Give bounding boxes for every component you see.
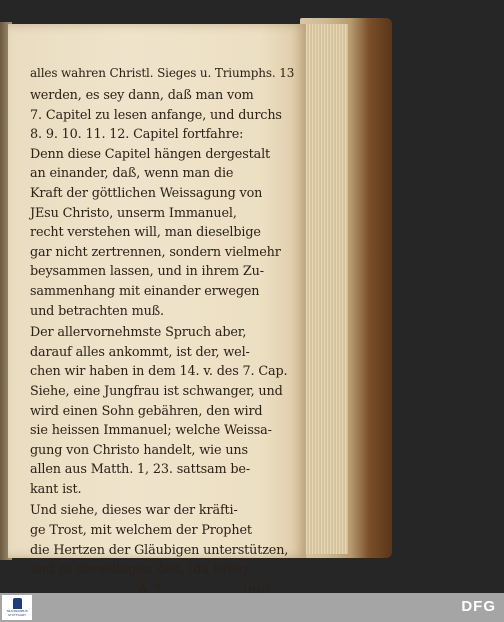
text-line: 8. 9. 10. 11. 12. Capitel fortfahre: [30, 127, 244, 143]
text-line: werden, es sey dann, daß man vom [30, 88, 254, 103]
text-line: darauf alles ankommt, ist der, wel- [30, 344, 250, 360]
text-line: kant ist. [30, 481, 82, 497]
text-line: allen aus Matth. 1, 23. sattsam be- [30, 462, 251, 478]
text-line: gar nicht zertrennen, sondern vielmehr [30, 244, 281, 260]
text-line: sie heissen Immanuel; welche Weissa- [30, 423, 272, 439]
text-line: Siehe, eine Jungfrau ist schwanger, und [30, 383, 283, 399]
page-text [30, 62, 295, 593]
text-line: Der allervornehmste Spruch aber, [30, 325, 247, 341]
viewer-footer-bar [0, 593, 504, 622]
text-line: wird einen Sohn gebähren, den wird [30, 403, 263, 419]
text-line: Kraft der göttlichen Weissagung von [30, 185, 263, 201]
library-logo-text: TRANSKRIBUS STUTTGART [6, 609, 28, 617]
text-line: Denn diese Capitel hängen dergestalt [30, 146, 271, 162]
catchword: und [243, 581, 270, 593]
text-line: gung von Christo handelt, wie uns [30, 442, 248, 458]
signature-mark: A 7 [138, 581, 162, 593]
text-line: 7. Capitel zu lesen anfange, und durchs [30, 107, 282, 123]
book-page [8, 24, 306, 593]
page-stack-edges [300, 24, 348, 554]
library-emblem-icon [13, 598, 22, 609]
text-line: und zu derselbigen Zeit, (da Krieg [30, 562, 248, 578]
text-line: Und siehe, dieses war der kräfti- [30, 503, 238, 519]
text-line: an einander, daß, wenn man die [30, 166, 234, 182]
text-line: chen wir haben in dem 14. v. des 7. Cap. [30, 364, 288, 380]
page-footer-line [30, 580, 274, 593]
running-header: alles wahren Christl. Sieges u. Triumphs. 13 [30, 66, 295, 80]
text-line: und betrachten muß. [30, 303, 164, 319]
text-line: ge Trost, mit welchem der Prophet [30, 523, 252, 539]
dfg-logo[interactable]: DFG [461, 598, 496, 615]
text-line: JEsu Christo, unserm Immanuel, [30, 205, 237, 221]
text-line: die Hertzen der Gläubigen unterstützen, [30, 542, 289, 558]
text-line: recht verstehen will, man dieselbige [30, 225, 261, 241]
text-line: sammenhang mit einander erwegen [30, 283, 260, 299]
text-line: beysammen lassen, und in ihrem Zu- [30, 264, 264, 280]
library-logo[interactable] [2, 595, 32, 620]
